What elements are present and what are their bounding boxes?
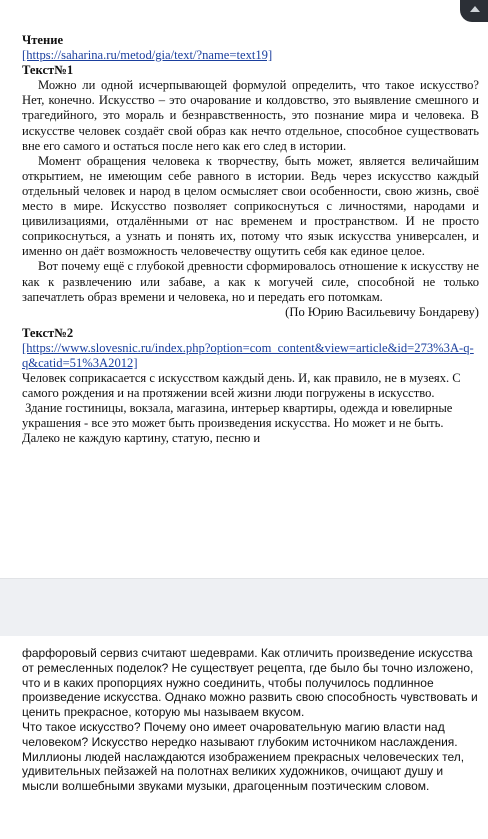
source-link-2-line — [22, 341, 479, 371]
text-1-title: Текст№1 — [22, 63, 74, 78]
source-link-2[interactable]: [https://www.slovesnic.ru/index.php?option=com_content&view=article&id=273%3A-q-q&catid=51%3A2012] — [22, 340, 474, 370]
page-2-paragraph: Что такое искусство? Почему оно имеет очаровательную магию власти над человеком? Искусство нередко называют глубоким источником наслаждения. Миллионы людей наслаждаются изображением прекрасных человеческих тел, удивительных пейзажей на полотнах великих художников, очищают душу и мысли волшебными звуками музыки, драгоценным поэтическим словом. — [22, 719, 465, 794]
page-gap — [0, 578, 488, 638]
page-2-content — [22, 646, 478, 794]
text-1-author: (По Юрию Васильевичу Бондареву) — [285, 304, 479, 319]
text-1-paragraph: Момент обращения человека к творчеству, быть может, является величайшим открытием, не имеющим себе равного в истории. Ведь через искусство каждый отдельный человек и народ в целом осмысляет свои особенности, свою жизнь, своё место в мире. Искусство позволяет соприкоснуться с личностями, народами и цивилизациями, отдалёнными от нас временем и пространством. И не просто соприкоснуться, а узнать и понять их, потому что язык искусства универсален, и именно он даёт возможность человечеству ощутить себя как единое целое. — [22, 153, 479, 259]
text-1-paragraph: Можно ли одной исчерпывающей формулой определить, что такое искусство? Нет, конечно. Искусство – это очарование и колдовство, это выявление смешного и трагедийного, это мораль и безнравственность, это познание мира и человека. В искусстве человек создаёт свой образ как нечто отдельное, способное существовать вне его самого и остаться после него как его след в истории. — [22, 78, 479, 153]
text-2-paragraph: Человек соприкасается с искусством каждый день. И, как правило, не в музеях. С самого рождения и на протяжении всей жизни люди погружены в искусство. — [22, 371, 461, 401]
text-1-paragraph: Вот почему ещё с глубокой древности сформировалось отношение к искусству не как к развлечению или забаве, а как к могучей силе, способной не только запечатлеть образ времени и человека, но и передать его потомкам. — [22, 259, 479, 304]
text-2-paragraph: Здание гостиницы, вокзала, магазина, интерьер квартиры, одежда и ювелирные украшения - все это может быть произведения искусства. Но может и не быть. Далеко не каждую картину, статую, песню и — [22, 401, 456, 446]
page-1-content — [22, 33, 479, 447]
page-2-paragraph: фарфоровый сервиз считают шедеврами. Как отличить произведение искусства от ремесленных поделок? Не существует рецепта, где было бы точно изложено, что и в каких пропорциях нужно соединить, чтобы получилось подлинное произведение искусства. Однако можно развить свою способность чувствовать и ценить прекрасное, которую мы называем вкусом. — [22, 646, 478, 720]
text-2-title: Текст№2 — [22, 325, 74, 340]
source-link-1-line — [22, 48, 479, 63]
source-link-1[interactable]: [https://saharina.ru/metod/gia/text/?name=text19] — [22, 48, 273, 63]
heading-reading: Чтение — [22, 33, 64, 47]
scroll-top-button[interactable] — [460, 0, 488, 22]
document-page-2 — [0, 636, 488, 839]
